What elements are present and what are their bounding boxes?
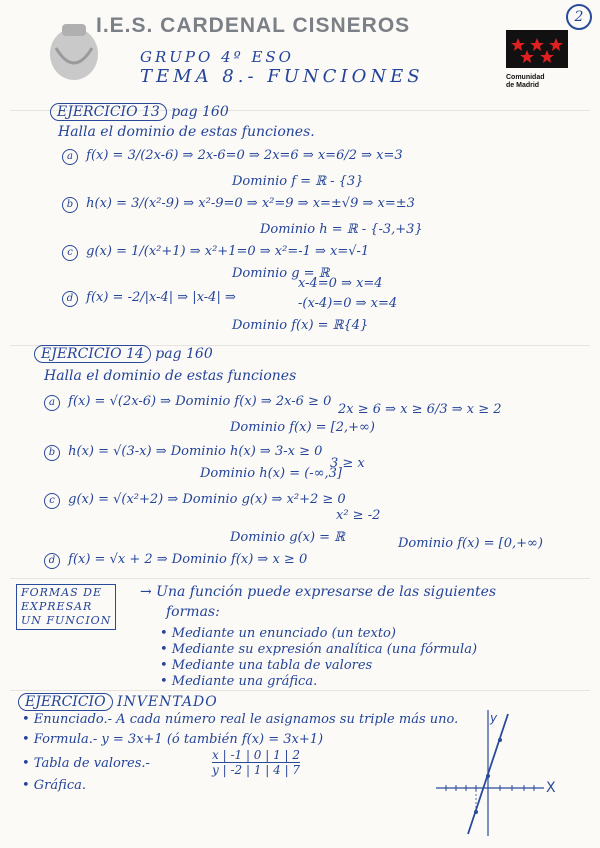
ex13-d-case2: -(x-4)=0 ⇒ x=4	[298, 296, 398, 311]
ex13-a-label: a	[62, 149, 78, 165]
formas-item-3: • Mediante una tabla de valores	[160, 658, 373, 673]
ex13-b-row	[62, 196, 415, 213]
graph-y-label: y	[490, 711, 498, 725]
ex13-instruction: Halla el dominio de estas funciones.	[58, 124, 315, 140]
formas-box-line-2: EXPRESAR	[21, 600, 93, 613]
ex14-a-label: a	[44, 395, 60, 411]
ex13-b-dom: Dominio h = ℝ - {-3,+3}	[260, 222, 423, 237]
ex13-c-func: g(x) = 1/(x²+1) ⇒ x²+1=0 ⇒ x²=-1 ⇒ x=√-1	[86, 244, 370, 259]
logo-text-line-1: Comunidad	[506, 74, 545, 81]
ex14-heading	[34, 346, 213, 362]
formas-item-4: • Mediante una gráfica.	[160, 674, 318, 689]
invented-grafica: • Gráfica.	[22, 778, 86, 793]
group-label: GRUPO 4º ESO	[140, 48, 294, 66]
ex13-d-label: d	[62, 291, 78, 307]
graph-point	[474, 810, 478, 814]
ex13-d-func: f(x) = -2/|x-4| ⇒ |x-4| ⇒	[86, 290, 236, 305]
invented-tabla-label: • Tabla de valores.-	[22, 756, 150, 771]
ex14-d-row	[44, 552, 307, 569]
ex13-c-row	[62, 244, 369, 261]
invented-enunciado: • Enunciado.- A cada número real le asignamos su triple más uno.	[22, 712, 459, 727]
ex14-a-step: 2x ≥ 6 ⇒ x ≥ 6/3 ⇒ x ≥ 2	[338, 402, 502, 417]
ex13-c-dom: Dominio g = ℝ	[232, 266, 330, 281]
ex14-b-func: h(x) = √(3-x) ⇒ Dominio h(x) ⇒ 3-x ≥ 0	[68, 444, 323, 459]
ex13-b-label: b	[62, 197, 78, 213]
ex14-d-label: d	[44, 553, 60, 569]
page-number: 2	[566, 4, 592, 30]
logo-text	[506, 74, 545, 90]
topic-title: TEMA 8.- FUNCIONES	[140, 66, 424, 87]
ex13-a-func: f(x) = 3/(2x-6) ⇒ 2x-6=0 ⇒ 2x=6 ⇒ x=6/2 ⇒ x=3	[86, 148, 403, 163]
invented-heading	[18, 694, 218, 710]
ex14-b-dom: Dominio h(x) = (-∞,3]	[200, 466, 342, 481]
ex14-d-func: f(x) = √x + 2 ⇒ Dominio f(x) ⇒ x ≥ 0	[68, 552, 308, 567]
ex14-c-label: c	[44, 493, 60, 509]
ex13-d-case1: x-4=0 ⇒ x=4	[298, 276, 383, 291]
formas-box	[16, 584, 116, 630]
graph-x-label: X	[546, 780, 556, 796]
ex14-a-row	[44, 394, 331, 411]
formas-box-line-3: UN FUNCION	[21, 614, 112, 627]
ex14-b-label: b	[44, 445, 60, 461]
school-name: I.E.S. CARDENAL CISNEROS	[96, 14, 411, 37]
invented-table	[212, 748, 300, 777]
ex13-d-row	[62, 290, 236, 307]
formas-box-line-1: FORMAS DE	[21, 586, 103, 599]
formas-intro-1: → Una función puede expresarse de las siguientes	[140, 584, 497, 600]
graph-point	[486, 774, 490, 778]
ex14-a-dom: Dominio f(x) = [2,+∞)	[230, 420, 375, 435]
ex14-d-dom: Dominio f(x) = [0,+∞)	[398, 536, 543, 551]
comunidad-madrid-logo	[506, 30, 568, 68]
invented-formula: • Formula.- y = 3x+1 (ó también f(x) = 3x+1)	[22, 732, 324, 747]
ex13-heading	[50, 104, 229, 120]
ex13-page: pag 160	[171, 104, 229, 120]
ex14-c-row	[44, 492, 346, 509]
ex14-b-step: 3 ≥ x	[330, 456, 365, 471]
ex14-c-func: g(x) = √(x²+2) ⇒ Dominio g(x) ⇒ x²+2 ≥ 0	[68, 492, 346, 507]
ex14-c-step: x² ≥ -2	[336, 508, 381, 523]
ex13-c-label: c	[62, 245, 78, 261]
ex13-b-func: h(x) = 3/(x²-9) ⇒ x²-9=0 ⇒ x²=9 ⇒ x=±√9 ⇒ x=±3	[86, 196, 415, 211]
ex14-c-dom: Dominio g(x) = ℝ	[230, 530, 345, 545]
ex14-a-func: f(x) = √(2x-6) ⇒ Dominio f(x) ⇒ 2x-6 ≥ 0	[68, 394, 332, 409]
formas-intro-2: formas:	[166, 604, 220, 620]
ex14-b-row	[44, 444, 322, 461]
ex13-a-row	[62, 148, 403, 165]
ex13-d-dom: Dominio f(x) = ℝ{4}	[232, 318, 369, 333]
invented-title: EJERCICIO	[18, 693, 113, 711]
invented-table-x: x | -1 | 0 | 1 | 2	[212, 748, 301, 762]
graph-point	[498, 738, 502, 742]
ex14-title: EJERCICIO 14	[34, 345, 151, 363]
formas-item-1: • Mediante un enunciado (un texto)	[160, 626, 396, 641]
invented-title-2: INVENTADO	[117, 694, 218, 710]
ex13-title: EJERCICIO 13	[50, 103, 167, 121]
logo-text-line-2: de Madrid	[506, 82, 540, 89]
invented-table-y: y | -2 | 1 | 4 | 7	[212, 763, 301, 777]
function-graph	[426, 700, 576, 840]
ex14-page: pag 160	[155, 346, 213, 362]
ex14-instruction: Halla el dominio de estas funciones	[44, 368, 297, 384]
formas-item-2: • Mediante su expresión analítica (una fórmula)	[160, 642, 478, 657]
ex13-a-dom: Dominio f = ℝ - {3}	[232, 174, 364, 189]
